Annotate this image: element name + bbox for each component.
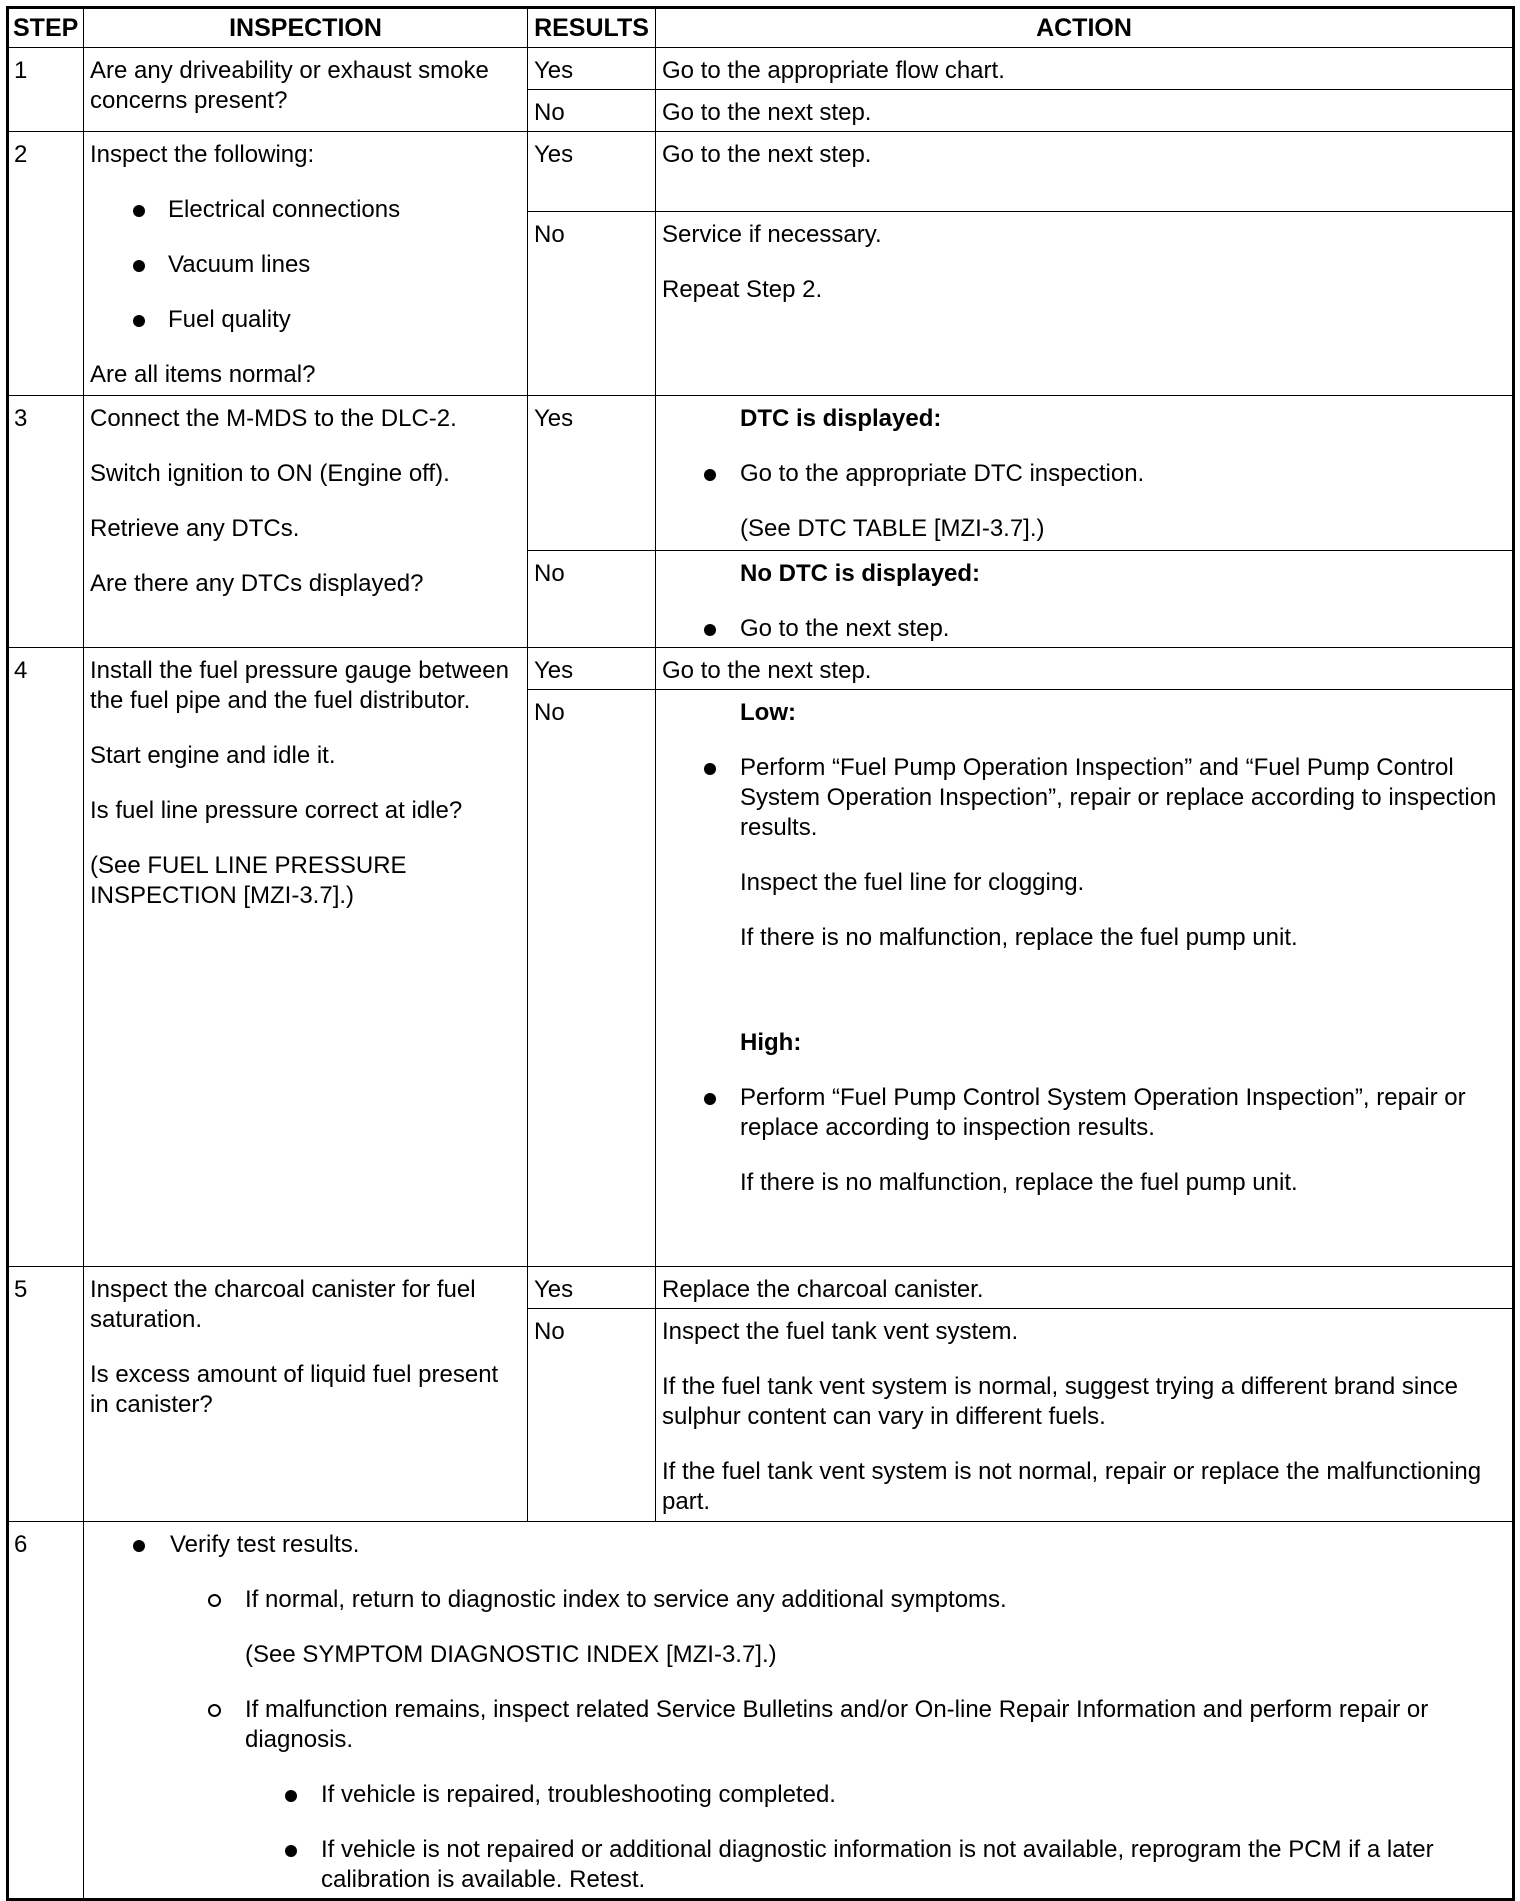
dtc-displayed-heading: DTC is displayed: — [740, 405, 942, 432]
step-2-number: 2 — [8, 132, 84, 396]
step-5-action-no-1: Inspect the fuel tank vent system. — [662, 1318, 1019, 1345]
step-1-inspection — [84, 48, 528, 132]
step-3-line-3: Retrieve any DTCs. — [90, 515, 300, 542]
step-5-action-yes: Replace the charcoal canister. — [656, 1267, 1514, 1309]
step-5-action-no-2: If the fuel tank vent system is normal, suggest trying a different brand since sulphur content can vary in different fuels. — [662, 1373, 1458, 1430]
step-2-item-vacuum: Vacuum lines — [90, 250, 519, 280]
step-2-question: Are all items normal? — [90, 361, 316, 388]
no-dtc-heading: No DTC is displayed: — [740, 560, 981, 587]
step-5-line-2: Is excess amount of liquid fuel present in canister? — [90, 1361, 499, 1418]
step-5-result-yes: Yes — [528, 1267, 656, 1309]
step-3-result-no: No — [528, 551, 656, 648]
step-6-content — [84, 1522, 1514, 1900]
low-pressure-clogging: Inspect the fuel line for clogging. — [740, 869, 1085, 896]
step-4-line-1: Install the fuel pressure gauge between the fuel pipe and the fuel distributor. — [90, 657, 509, 714]
step-3-yes-row — [8, 396, 1514, 551]
step-2-yes-row — [8, 132, 1514, 212]
if-malfunction-item: If malfunction remains, inspect related Service Bulletins and/or On-line Repair Information and perform repair or diagnosis. — [90, 1695, 1504, 1755]
step-2-result-yes: Yes — [528, 132, 656, 212]
step-5-yes-row — [8, 1267, 1514, 1309]
step-4-line-2: Start engine and idle it. — [90, 742, 336, 769]
if-not-repaired-item: If vehicle is not repaired or additional diagnostic information is not available, reprogram the PCM if a later calibration is available. Retest. — [90, 1835, 1504, 1895]
step-4-result-no: No — [528, 690, 656, 1267]
step-3-line-1: Connect the M-MDS to the DLC-2. — [90, 405, 457, 432]
verify-results-bullet: Verify test results. — [90, 1530, 1504, 1560]
header-action: ACTION — [656, 8, 1514, 48]
step-1-question: Are any driveability or exhaust smoke concerns present? — [90, 57, 489, 114]
step-1-yes-row — [8, 48, 1514, 90]
step-3-number: 3 — [8, 396, 84, 648]
step-2-inspection — [84, 132, 528, 396]
if-repaired-item: If vehicle is repaired, troubleshooting completed. — [90, 1780, 1504, 1810]
symptom-index-reference: (See SYMPTOM DIAGNOSTIC INDEX [MZI-3.7].) — [245, 1641, 777, 1668]
dtc-displayed-bullet: Go to the appropriate DTC inspection. — [662, 459, 1502, 489]
low-pressure-heading: Low: — [740, 699, 796, 726]
step-5-action-no-3: If the fuel tank vent system is not normal, repair or replace the malfunctioning part. — [662, 1458, 1482, 1515]
step-2-intro: Inspect the following: — [90, 141, 315, 168]
low-pressure-replace: If there is no malfunction, replace the fuel pump unit. — [740, 924, 1298, 951]
step-4-line-3: Is fuel line pressure correct at idle? — [90, 797, 463, 824]
step-5-action-no — [656, 1309, 1514, 1522]
step-4-action-yes: Go to the next step. — [656, 648, 1514, 690]
step-3-inspection — [84, 396, 528, 648]
diagnostic-document — [6, 6, 1515, 1898]
step-3-line-2: Switch ignition to ON (Engine off). — [90, 460, 450, 487]
step-2-result-no: No — [528, 212, 656, 396]
no-dtc-bullet: Go to the next step. — [662, 614, 1502, 644]
header-inspection: INSPECTION — [84, 8, 528, 48]
dtc-table-reference: (See DTC TABLE [MZI-3.7].) — [740, 515, 1045, 542]
step-1-number: 1 — [8, 48, 84, 132]
header-results: RESULTS — [528, 8, 656, 48]
step-4-number: 4 — [8, 648, 84, 1267]
step-2-action-no-2: Repeat Step 2. — [662, 276, 823, 303]
step-5-line-1: Inspect the charcoal canister for fuel saturation. — [90, 1276, 476, 1333]
step-3-line-4: Are there any DTCs displayed? — [90, 570, 424, 597]
header-step: STEP — [8, 8, 84, 48]
step-1-action-no: Go to the next step. — [656, 90, 1514, 132]
troubleshooting-table — [6, 6, 1515, 1901]
step-2-action-yes: Go to the next step. — [656, 132, 1514, 212]
high-pressure-bullet: Perform “Fuel Pump Control System Operation Inspection”, repair or replace according to inspection results. — [662, 1083, 1502, 1143]
step-4-inspection — [84, 648, 528, 1267]
step-4-result-yes: Yes — [528, 648, 656, 690]
high-pressure-heading: High: — [740, 1029, 802, 1056]
step-4-yes-row — [8, 648, 1514, 690]
step-3-result-yes: Yes — [528, 396, 656, 551]
step-5-result-no: No — [528, 1309, 656, 1522]
step-1-result-yes: Yes — [528, 48, 656, 90]
spacer — [662, 978, 1502, 1028]
step-1-result-no: No — [528, 90, 656, 132]
step-2-item-electrical: Electrical connections — [90, 195, 519, 225]
step-1-action-yes: Go to the appropriate flow chart. — [656, 48, 1514, 90]
if-normal-item: If normal, return to diagnostic index to service any additional symptoms. — [90, 1585, 1504, 1615]
step-5-number: 5 — [8, 1267, 84, 1522]
step-3-action-no — [656, 551, 1514, 648]
header-row — [8, 8, 1514, 48]
step-6-row — [8, 1522, 1514, 1900]
low-pressure-bullet: Perform “Fuel Pump Operation Inspection” and “Fuel Pump Control System Operation Inspection”, repair or replace according to inspection results. — [662, 753, 1502, 843]
step-5-inspection — [84, 1267, 528, 1522]
step-2-item-fuel: Fuel quality — [90, 305, 519, 335]
high-pressure-replace: If there is no malfunction, replace the fuel pump unit. — [740, 1169, 1298, 1196]
step-2-action-no-1: Service if necessary. — [662, 221, 882, 248]
step-2-action-no — [656, 212, 1514, 396]
step-3-action-yes — [656, 396, 1514, 551]
step-4-action-no — [656, 690, 1514, 1267]
step-4-line-4: (See FUEL LINE PRESSURE INSPECTION [MZI-3.7].) — [90, 852, 407, 909]
step-6-number: 6 — [8, 1522, 84, 1900]
